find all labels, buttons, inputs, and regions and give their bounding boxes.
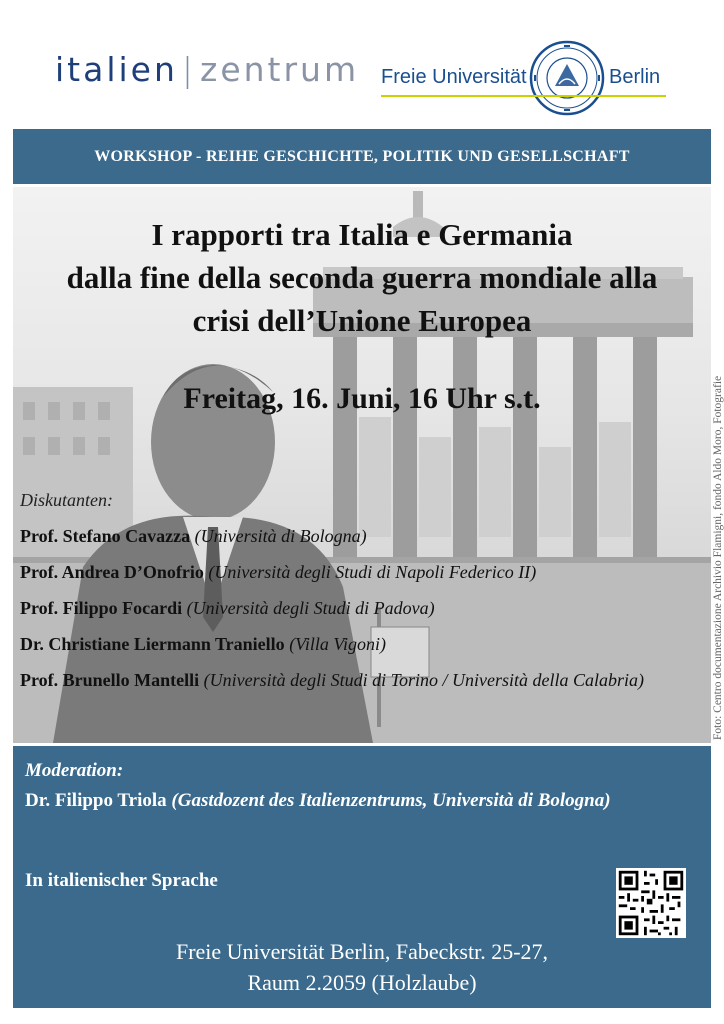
- speaker-affiliation: (Villa Vigoni): [289, 634, 386, 654]
- moderator-name: Dr. Filippo Triola: [25, 790, 167, 811]
- fu-logo-underline: [381, 95, 666, 97]
- logo-zentrum-text: zentrum: [200, 50, 360, 89]
- logo-italien-text: italien: [55, 50, 178, 89]
- event-location: [13, 936, 711, 998]
- title-line-1: I rapporti tra Italia e Germania: [151, 217, 573, 252]
- list-item: [20, 670, 644, 706]
- moderator-affiliation: (Gastdozent des Italienzentrums, Università di Bologna): [171, 790, 611, 811]
- speaker-name: Prof. Filippo Focardi: [20, 598, 183, 618]
- fu-logo-right-text: Berlin: [609, 66, 661, 88]
- discussants-label: Diskutanten:: [20, 490, 113, 510]
- speaker-name: Prof. Andrea D’Onofrio: [20, 562, 204, 582]
- series-banner: WORKSHOP - REIHE GESCHICHTE, POLITIK UND GESELLSCHAFT: [13, 129, 711, 184]
- speaker-affiliation: (Università degli Studi di Torino / Università della Calabria): [203, 670, 644, 690]
- speaker-affiliation: (Università degli Studi di Padova): [186, 598, 435, 618]
- italienzentrum-logo: [55, 50, 359, 89]
- fu-logo-left-text: Freie Universität: [381, 66, 527, 88]
- moderation-label: Moderation:: [25, 760, 124, 781]
- event-date: Freitag, 16. Juni, 16 Uhr s.t.: [183, 382, 541, 415]
- page-header: [0, 0, 724, 126]
- language-note: In italienischer Sprache: [25, 870, 218, 891]
- list-item: [20, 526, 644, 562]
- title-line-2: dalla fine della seconda guerra mondiale alla: [66, 260, 658, 295]
- info-banner: [13, 746, 711, 1008]
- fu-berlin-logo: [381, 40, 671, 120]
- speaker-name: Prof. Stefano Cavazza: [20, 526, 191, 546]
- list-item: [20, 562, 644, 598]
- speaker-affiliation: (Università degli Studi di Napoli Federico II): [208, 562, 537, 582]
- location-line-1: Freie Universität Berlin, Fabeckstr. 25-27,: [175, 939, 549, 964]
- event-title: [13, 213, 711, 342]
- list-item: [20, 634, 644, 670]
- logo-separator: |: [181, 50, 197, 89]
- photo-credit: Foto: Centro documentazione Archivio Flamigni, fondo Aldo Moro, Fotografie: [712, 375, 724, 740]
- location-line-2: Raum 2.2059 (Holzlaube): [247, 970, 477, 995]
- list-item: [20, 598, 644, 634]
- speaker-affiliation: (Università di Bologna): [194, 526, 367, 546]
- speaker-name: Dr. Christiane Liermann Traniello: [20, 634, 285, 654]
- speaker-name: Prof. Brunello Mantelli: [20, 670, 200, 690]
- discussants-list: [20, 526, 644, 706]
- qr-code-icon[interactable]: [616, 868, 686, 938]
- title-line-3: crisi dell’Unione Europea: [192, 303, 532, 338]
- moderator-line: [25, 790, 611, 812]
- university-seal-icon: [529, 40, 605, 116]
